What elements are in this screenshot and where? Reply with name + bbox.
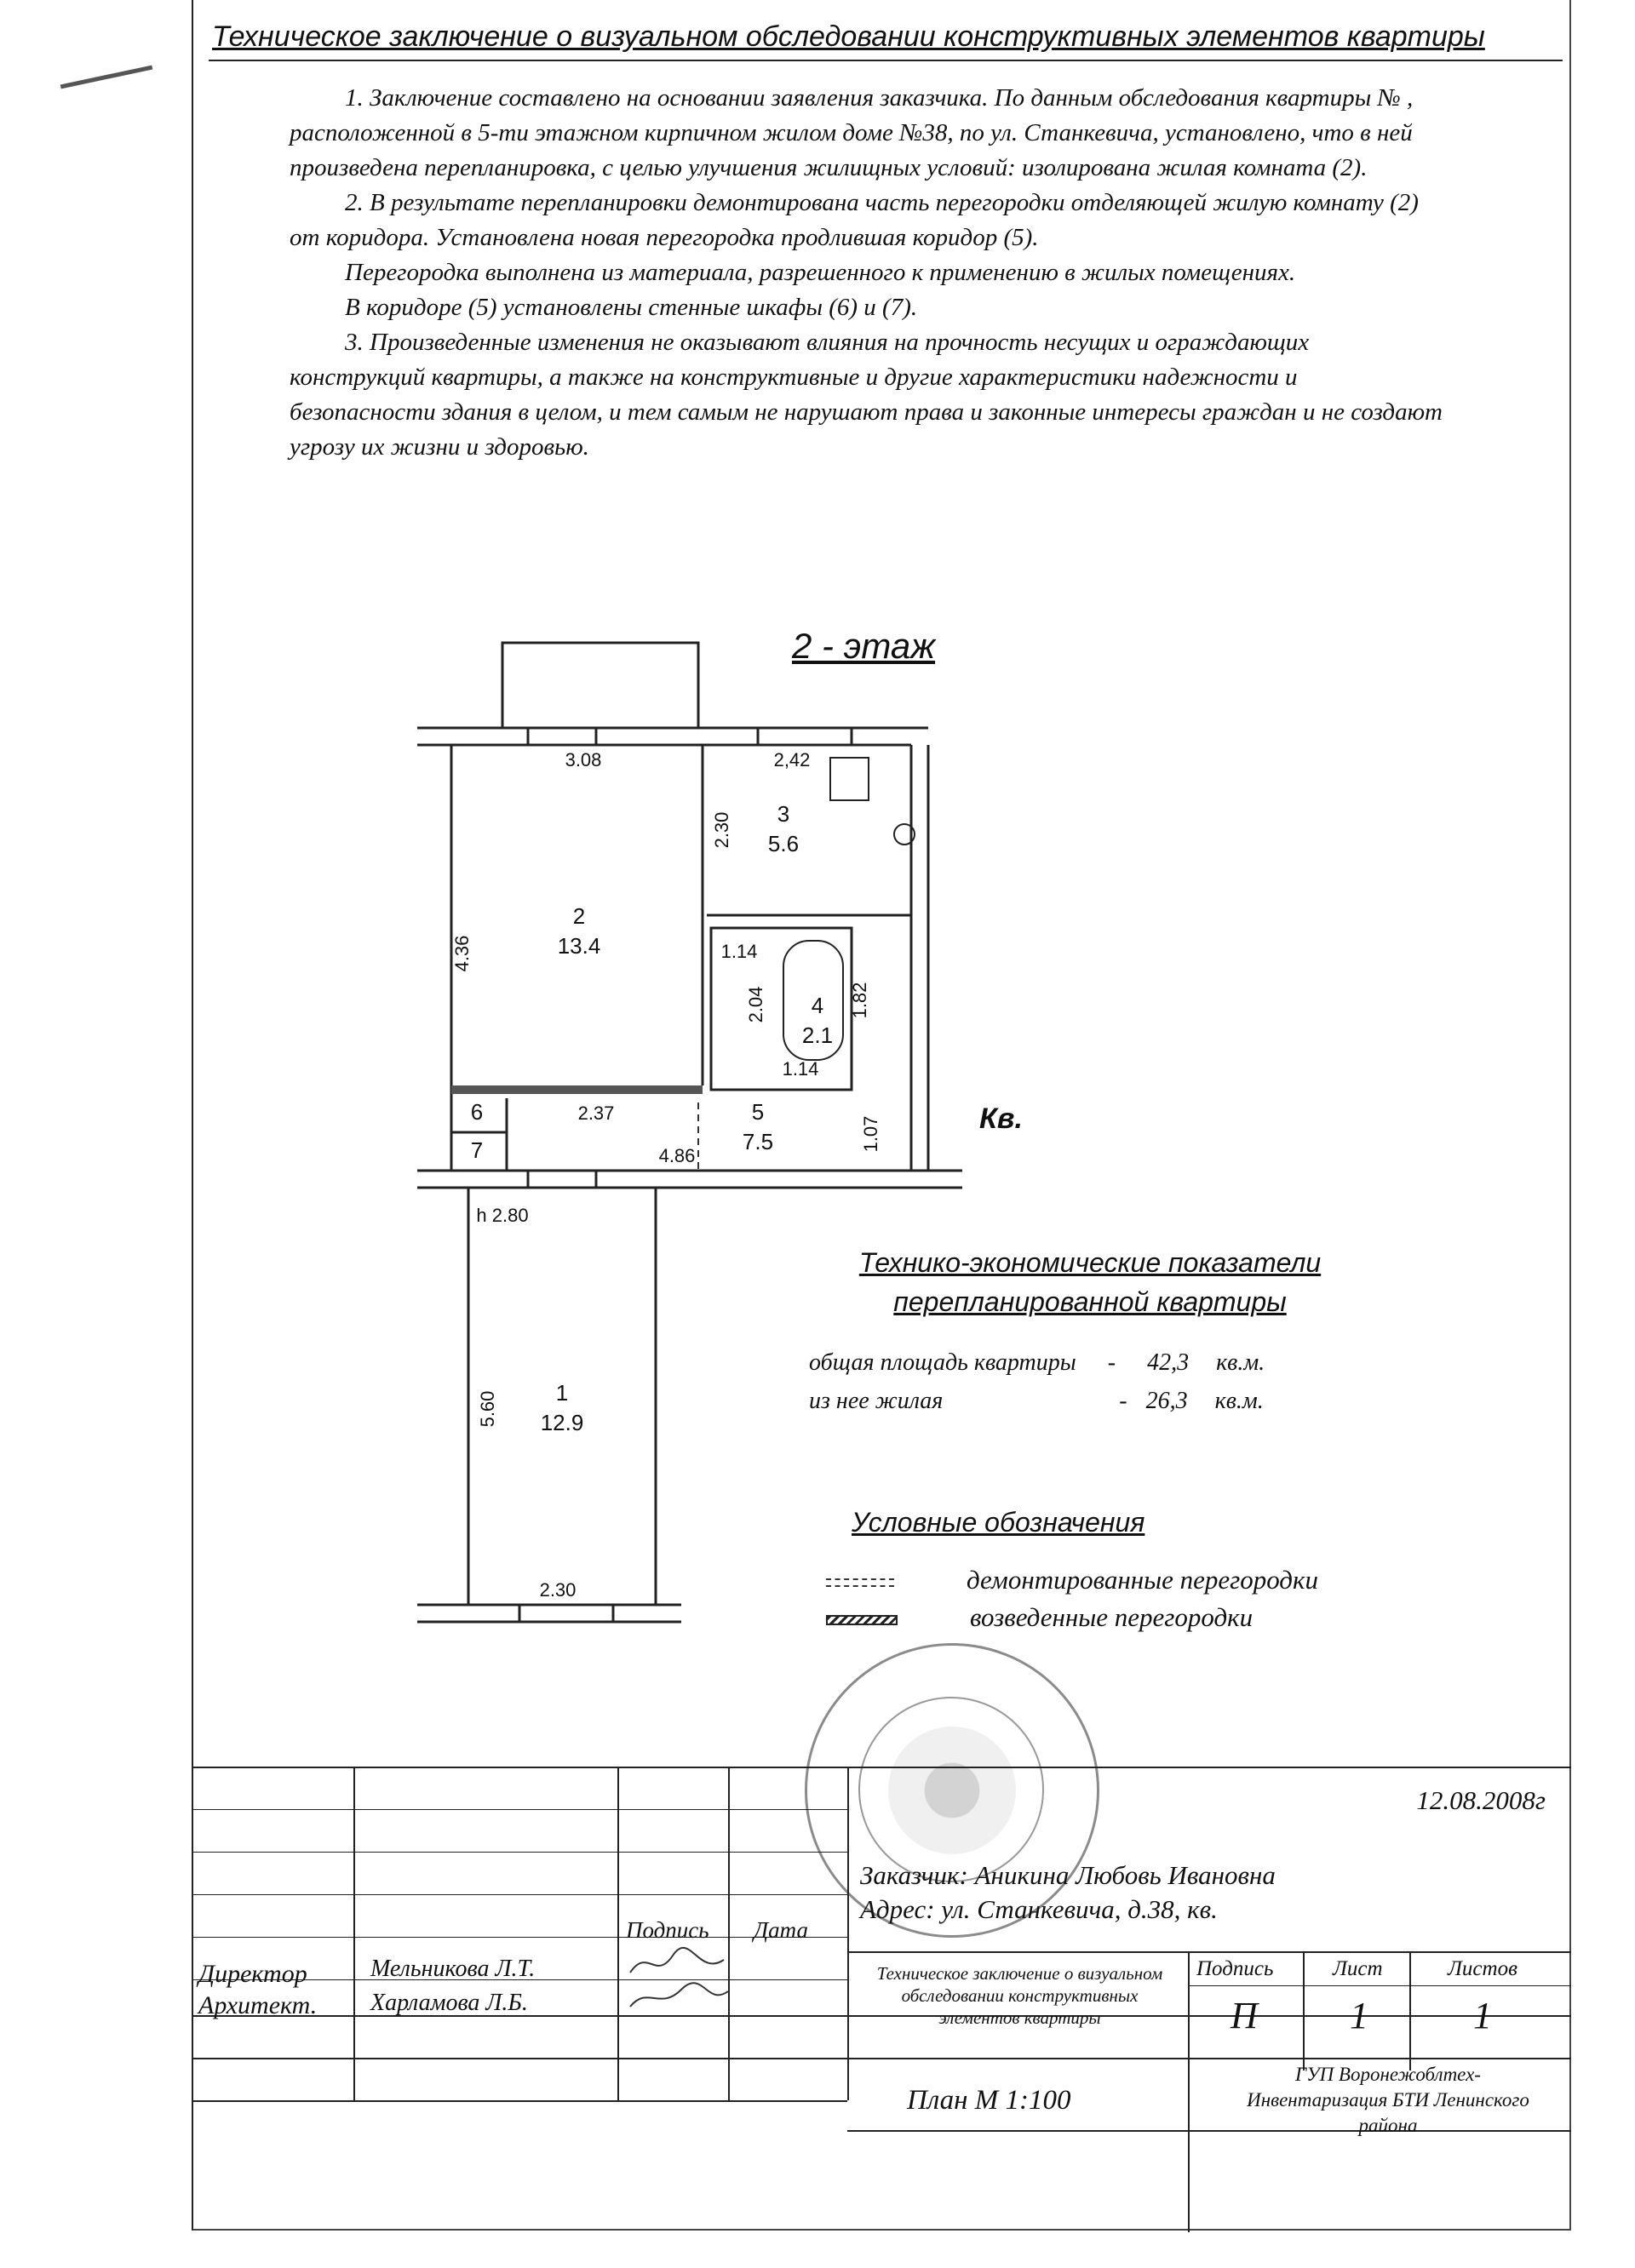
floor-plan	[400, 626, 1047, 1647]
tep-living-dash: -	[1119, 1388, 1127, 1414]
tep-title-line2: перепланированной квартиры	[893, 1286, 1287, 1317]
legend-erected-label: возведенные перегородки	[970, 1602, 1254, 1632]
dim-label: 4.36	[451, 935, 473, 972]
conclusion-text	[290, 81, 1448, 465]
director-name: Мельникова Л.Т.	[370, 1956, 536, 1982]
margin-mark	[60, 66, 153, 89]
paragraph-1: 1. Заключение составлено на основании заявления заказчика. По данным обследования квартиры № , расположенной в 5-ти этажном кирпичном жилом доме №38, по ул. Станкевича, установлено, что в ней произведена перепланировка, с целью улучшения жилищных условий: изолирована жилая комната (2).	[290, 84, 1414, 181]
room-4-area: 2.1	[801, 1022, 834, 1048]
header-sheet: Лист	[1333, 1957, 1383, 1980]
apartment-label: Кв.	[979, 1102, 1023, 1135]
room-5-num: 5	[751, 1099, 765, 1125]
dim-label: 5.60	[477, 1390, 498, 1428]
organization: ГУП Воронежоблтех-Инвентаризация БТИ Ленинского района	[1247, 2064, 1529, 2136]
room-2-num: 2	[572, 903, 586, 929]
room-6-num: 6	[470, 1099, 484, 1125]
tep-living-row	[809, 1388, 1264, 1415]
header-sign: Подпись	[1196, 1957, 1274, 1980]
date: 12.08.2008г	[1416, 1785, 1546, 1815]
tep-total-value: 42,3	[1147, 1349, 1190, 1376]
plan-scale: План М 1:100	[907, 2085, 1071, 2116]
room-3-area: 5.6	[767, 831, 800, 856]
room-7-num: 7	[470, 1137, 484, 1163]
page-title: Техническое заключение о визуальном обследовании конструктивных элементов квартиры	[209, 12, 1563, 61]
room-2-area: 13.4	[557, 933, 601, 959]
title-block	[192, 1767, 1571, 2232]
window	[528, 728, 596, 745]
dim-label: 3.08	[565, 749, 602, 770]
tep-title	[818, 1243, 1362, 1321]
legend-title: Условные обозначения	[852, 1507, 1145, 1538]
legend-demolished-label: демонтированные перегородки	[967, 1565, 1318, 1595]
room-5-area: 7.5	[742, 1129, 774, 1154]
erected-swatch	[826, 1615, 898, 1625]
director-role: Директор	[198, 1960, 307, 1988]
balcony	[502, 643, 698, 728]
dim-label: 1.14	[720, 941, 758, 962]
height-label: h 2.80	[476, 1205, 529, 1226]
architect-role: Архитект.	[198, 1991, 318, 2019]
legend-erected	[826, 1602, 1253, 1633]
tep-total-dash: -	[1107, 1349, 1116, 1376]
room-1-num: 1	[555, 1380, 569, 1406]
room-3-num: 3	[777, 801, 790, 827]
legend-demolished	[826, 1565, 1318, 1595]
customer: Заказчик: Аникина Любовь Ивановна	[860, 1860, 1276, 1890]
dim-label: 2.30	[711, 811, 732, 849]
dim-label: 1.07	[860, 1115, 881, 1153]
floor-label: 2 - этаж	[792, 626, 936, 666]
tep-living-label: из нее жилая	[809, 1388, 944, 1414]
paragraph-4: В коридоре (5) установлены стенные шкафы (6) и (7).	[345, 294, 918, 321]
dim-label: 2,42	[773, 749, 811, 770]
tep-living-unit: кв.м.	[1214, 1388, 1264, 1414]
col-sign-label: Подпись	[626, 1917, 709, 1943]
value-sign: П	[1231, 1995, 1258, 2036]
dim-label: 1.82	[849, 982, 870, 1019]
erected-partition-hatch	[451, 1085, 703, 1094]
dim-label: 2.30	[539, 1579, 577, 1601]
tep-total-label: общая площадь квартиры	[809, 1349, 1076, 1376]
dim-label: 1.14	[782, 1058, 819, 1080]
room-4-num: 4	[811, 993, 824, 1018]
tep-living-value: 26,3	[1145, 1388, 1188, 1414]
doc-title: Техническое заключение о визуальном обследовании конструктивных элементов квартиры	[876, 1963, 1163, 2028]
paragraph-3: Перегородка выполнена из материала, разрешенного к применению в жилых помещениях.	[345, 259, 1296, 286]
value-sheet: 1	[1350, 1995, 1368, 2036]
demolished-swatch	[826, 1578, 894, 1587]
dim-label: 4.86	[658, 1145, 696, 1166]
window	[519, 1605, 613, 1622]
tep-total-unit: кв.м.	[1216, 1349, 1265, 1376]
doorway	[528, 1171, 596, 1188]
value-sheets: 1	[1473, 1995, 1492, 2036]
stove	[830, 758, 869, 800]
dim-label: 2.04	[745, 986, 766, 1023]
tep-total-row	[809, 1349, 1265, 1377]
tep-title-line1: Технико-экономические показатели	[858, 1247, 1322, 1278]
dim-label: 2.37	[577, 1102, 615, 1124]
paragraph-5: 3. Произведенные изменения не оказывают влияния на прочность несущих и ограждающих конструкций квартиры, а также на конструктивные и другие характеристики надежности и безопасности здания в целом, и тем самым не нарушают права и законные интересы граждан и не создают угрозу их жизни и здоровью.	[290, 329, 1443, 461]
signatures	[622, 1939, 732, 2015]
header-sheets: Листов	[1448, 1957, 1517, 1980]
architect-name: Харламова Л.Б.	[370, 1990, 528, 2016]
paragraph-2: 2. В результате перепланировки демонтирована часть перегородки отделяющей жилую комнату (2) от коридора. Установлена новая перегородка продлившая коридор (5).	[290, 189, 1419, 251]
room-1-area: 12.9	[540, 1410, 584, 1435]
window	[758, 728, 852, 745]
col-date-label: Дата	[754, 1917, 809, 1943]
address: Адрес: ул. Станкевича, д.38, кв.	[860, 1894, 1218, 1924]
